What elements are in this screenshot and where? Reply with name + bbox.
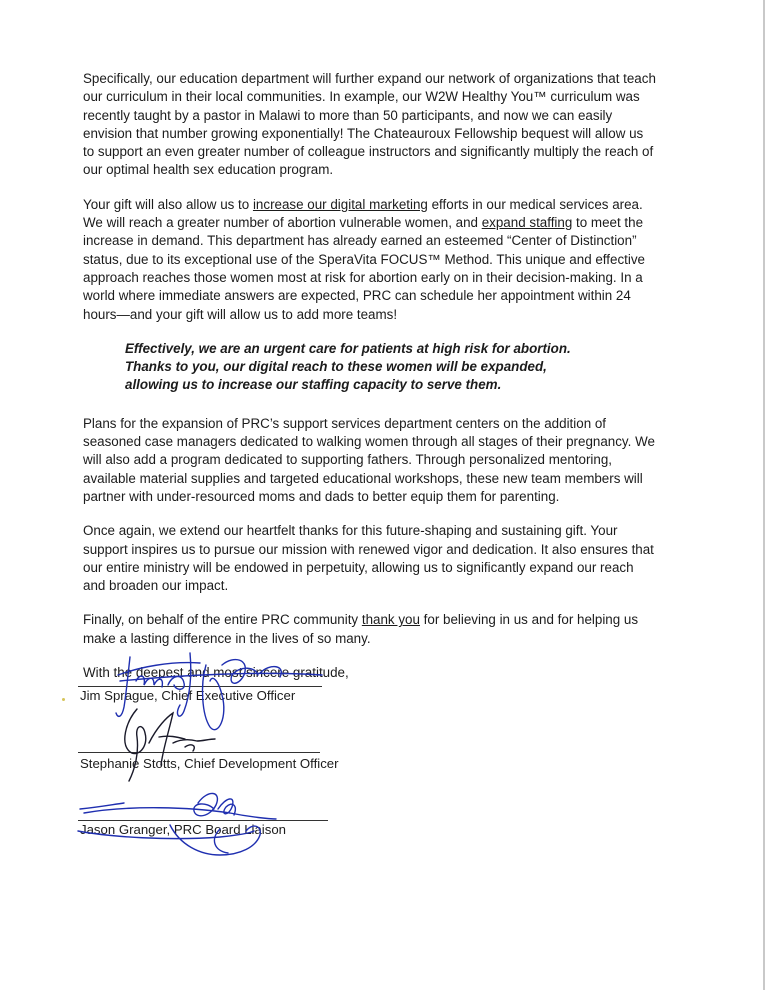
text-run: Your gift will also allow us to	[83, 196, 253, 212]
letter-body	[83, 70, 658, 698]
signature-jason-granger	[70, 785, 280, 870]
paragraph-thank-you	[83, 611, 658, 648]
paragraph-education: Specifically, our education department will further expand our network of organizations that teach our curriculum in their local communities. In example, our W2W Healthy You™ curriculum was recently taught by a pastor in Malawi to more than 50 participants, and now we can easily envision that number growing exponentially! The Chateauroux Fellowship bequest will allow us to support an even greater number of colleague instructors and significantly multiply the reach of our optimal health sex education program.	[83, 71, 656, 178]
paragraph-support-services: Plans for the expansion of PRC’s support services department centers on the addition of seasoned case managers dedicated to walking women through all stages of their pregnancy. We will also add a program dedicated to supporting fathers. Through personalized mentoring, available material supplies and targeted educational workshops, these new team members will partner with under-resourced moms and dads to better equip them for parenting.	[83, 415, 655, 504]
signatory-name-1: Jim Sprague, Chief Executive Officer	[80, 688, 296, 703]
signature-stephanie-stotts	[115, 703, 225, 788]
signatory-name-2: Stephanie Stotts, Chief Development Officer	[80, 756, 339, 771]
underlined-expand-staffing: expand staffing	[481, 215, 573, 231]
underlined-thank-you: thank you	[361, 612, 420, 628]
paragraph-gratitude: Once again, we extend our heartfelt thanks for this future-shaping and sustaining gift. Your support inspires us to pursue our mission with renewed vigor and dedication. It also ensures that our entire ministry will be endowed in perpetuity, allowing us to significantly expand our reach and broaden our impact.	[83, 523, 654, 594]
scan-speck	[62, 698, 65, 701]
text-run: Finally, on behalf of the entire PRC community	[83, 612, 362, 628]
callout-quote: Effectively, we are an urgent care for patients at high risk for abortion. Thanks to you, our digital reach to these women will be expanded, allowing us to increase our staffing capacity to serve them.	[125, 340, 571, 393]
text-run: for believing in us and for helping us make a lasting difference in the lives of so many.	[83, 612, 639, 646]
paragraph-medical-services	[83, 196, 658, 324]
signatory-name-3: Jason Granger, PRC Board Liaison	[80, 822, 286, 837]
text-run: to meet the increase in demand. This department has already earned an esteemed “Center of Distinction” status, due to its exceptional use of the SperaVita FOCUS™ Method. This unique and effective approach reaches those women most at risk for abortion early on in their decision-making. In a world where immediate answers are expected, PRC can schedule her appointment within 24 hours—and your gift will allow us to add more teams!	[83, 215, 645, 322]
text-run: efforts in our medical services area. We will reach a greater number of abortion vulnerable women, and	[83, 196, 643, 231]
underlined-digital-marketing: increase our digital marketing	[252, 196, 428, 212]
closing-line: With the deepest and most sincere gratitude,	[83, 665, 349, 681]
